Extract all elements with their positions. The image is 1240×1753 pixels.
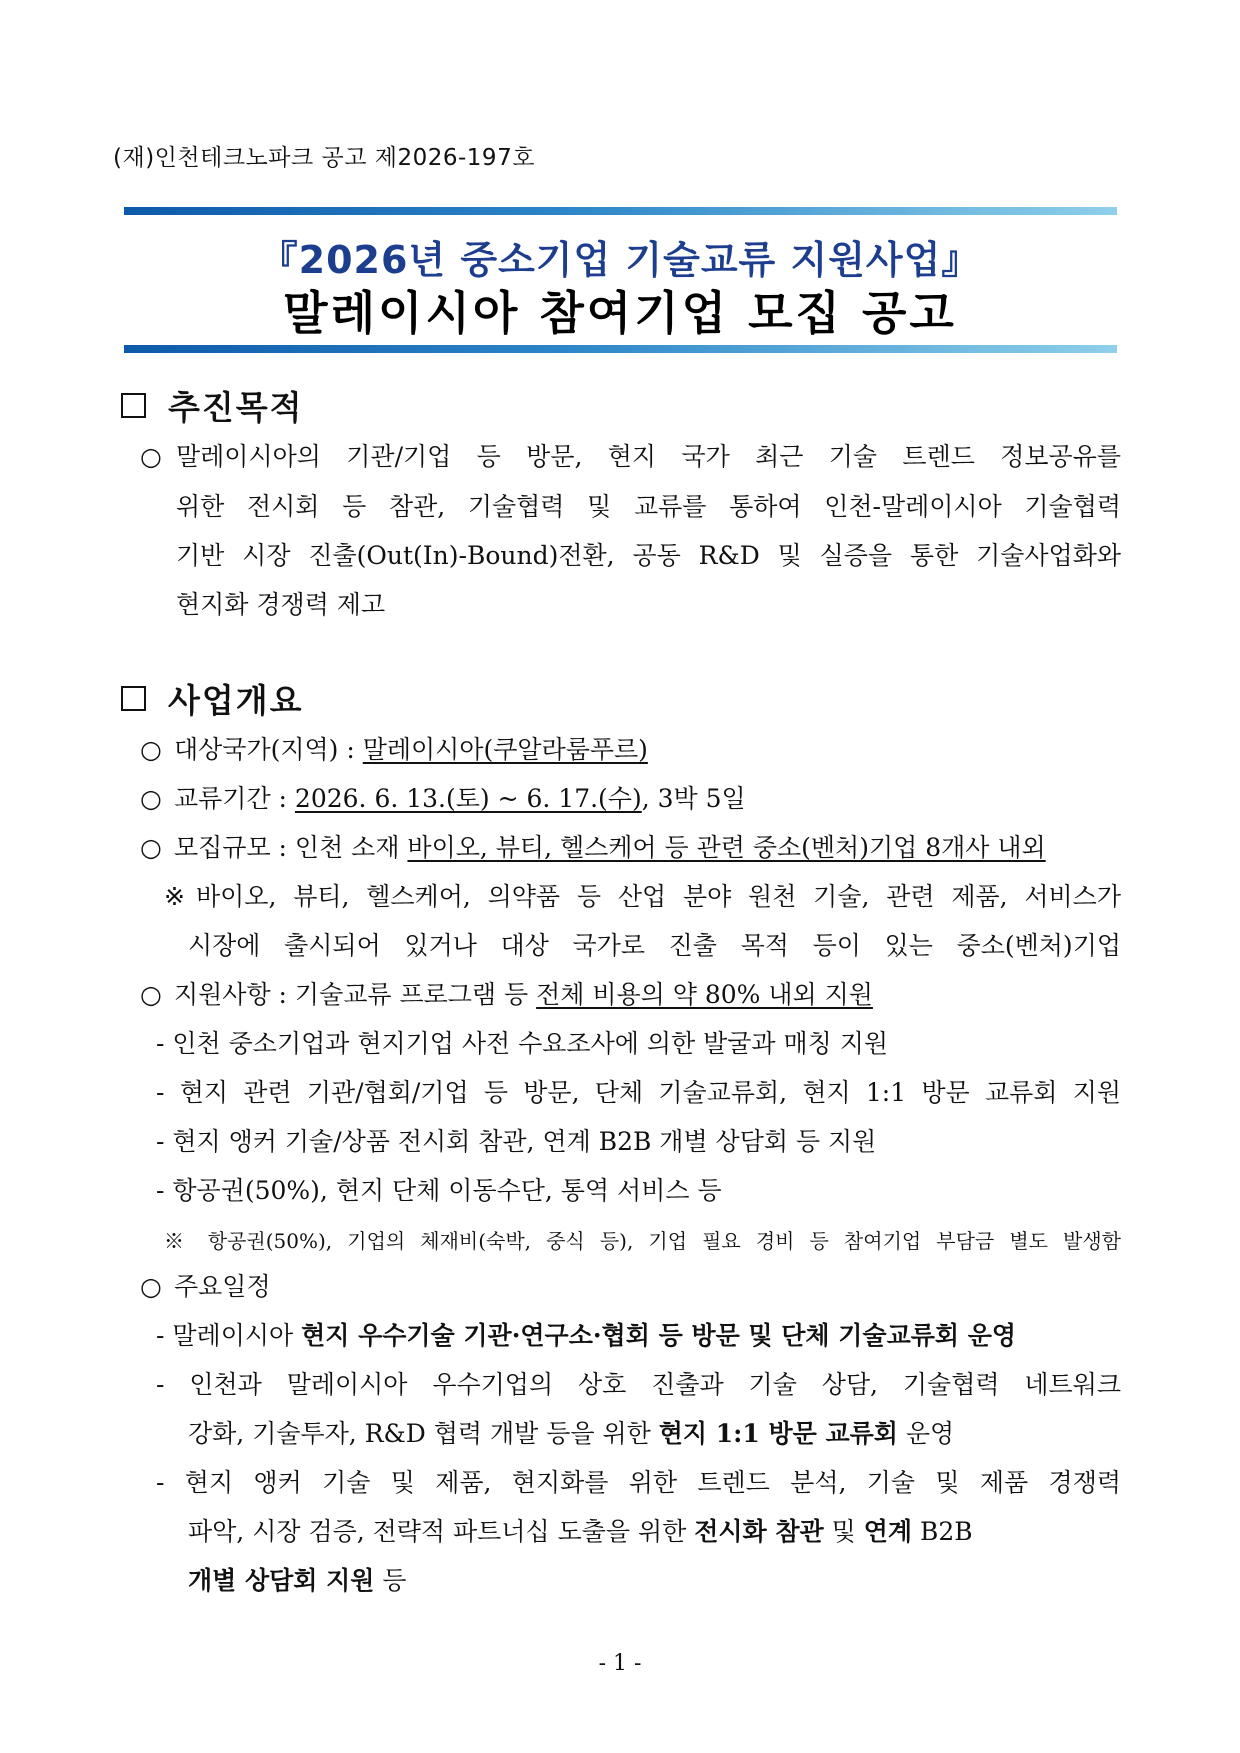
- purpose-line-2: 위한 전시회 등 참관, 기술협력 및 교류를 통하여 인천-말레이시아 기술협력: [176, 492, 1121, 521]
- schedule-item-3-line-1: - 현지 앵커 기술 및 제품, 현지화를 위한 트렌드 분석, 기술 및 제품 경쟁력: [156, 1468, 1121, 1497]
- scale-row: [140, 833, 1046, 863]
- checkbox-icon: [121, 686, 146, 711]
- target-country-value: 말레이시아(쿠알라룸푸르): [362, 735, 648, 764]
- scale-value: 바이오, 뷰티, 헬스케어 등 관련 중소(벤처)기업 8개사 내외: [407, 833, 1046, 862]
- purpose-line-1: 말레이시아의 기관/기업 등 방문, 현지 국가 최근 기술 트렌드 정보공유를: [176, 442, 1121, 471]
- bullet: ○: [140, 833, 162, 862]
- period-value: 2026. 6. 13.(토) ~ 6. 17.(수): [294, 784, 642, 813]
- support-value: 전체 비용의 약 80% 내외 지원: [536, 980, 873, 1009]
- schedule-item-2-bold: 현지 1:1 방문 교류회: [658, 1419, 898, 1448]
- schedule-item-1-bold: 현지 우수기술 기관·연구소·협회 등 방문 및 단체 기술교류회 운영: [301, 1321, 1017, 1350]
- section-heading-purpose: [121, 382, 304, 429]
- schedule-item-3-pre: 파악, 시장 검증, 전략적 파트너십 도출을 위한: [188, 1517, 695, 1546]
- support-item-3: - 현지 앵커 기술/상품 전시회 참관, 연계 B2B 개별 상담회 등 지원: [156, 1127, 877, 1156]
- support-row: [140, 980, 873, 1010]
- purpose-bullet: ○: [140, 442, 162, 471]
- schedule-item-3-line-3-bold: 개별 상담회 지원: [188, 1566, 375, 1595]
- scale-note-mark: ※: [164, 882, 185, 911]
- title-line-1: 『2026년 중소기업 기술교류 지원사업』: [259, 238, 981, 282]
- title-line-2: 말레이시아 참여기업 모집 공고: [283, 286, 957, 340]
- purpose-line-4: 현지화 경쟁력 제고: [176, 590, 386, 619]
- schedule-item-2-line-2: [188, 1419, 954, 1449]
- schedule-item-3-bold-1: 전시화 참관: [694, 1517, 824, 1546]
- scale-note-line-1: 바이오, 뷰티, 헬스케어, 의약품 등 산업 분야 원천 기술, 관련 제품, 서비스가: [196, 882, 1121, 911]
- schedule-label: 주요일정: [174, 1272, 271, 1301]
- target-country-row: [140, 735, 648, 765]
- schedule-item-3-post: B2B: [912, 1517, 973, 1546]
- section-heading-text: 추진목적: [168, 388, 304, 427]
- schedule-item-2-post: 운영: [897, 1419, 955, 1448]
- support-note: ※ 항공권(50%), 기업의 체재비(숙박, 중식 등), 기업 필요 경비 등 참여기업 부담금 별도 발생함: [164, 1229, 1121, 1253]
- bullet: ○: [140, 1272, 162, 1301]
- period-label: 교류기간 :: [174, 784, 295, 813]
- bullet: ○: [140, 735, 162, 764]
- schedule-item-3-line-3-post: 등: [374, 1566, 407, 1595]
- schedule-item-2-pre: 강화, 기술투자, R&D 협력 개발 등을 위한: [188, 1419, 659, 1448]
- notice-number: (재)인천테크노파크 공고 제2026-197호: [113, 145, 535, 171]
- schedule-item-3-line-2: [188, 1517, 973, 1547]
- period-row: [140, 784, 746, 814]
- schedule-item-2-line-1: - 인천과 말레이시아 우수기업의 상호 진출과 기술 상담, 기술협력 네트워크: [156, 1370, 1121, 1399]
- scale-note-line-2: 시장에 출시되어 있거나 대상 국가로 진출 목적 등이 있는 중소(벤처)기업: [188, 931, 1121, 960]
- schedule-item-3-mid: 및: [823, 1517, 864, 1546]
- period-suffix: , 3박 5일: [641, 784, 746, 813]
- support-label: 지원사항 : 기술교류 프로그램 등: [174, 980, 537, 1009]
- support-item-1: - 인천 중소기업과 현지기업 사전 수요조사에 의한 발굴과 매칭 지원: [156, 1029, 889, 1058]
- target-country-label: 대상국가(지역) :: [174, 735, 363, 764]
- support-item-4: - 항공권(50%), 현지 단체 이동수단, 통역 서비스 등: [156, 1176, 722, 1205]
- schedule-row: [140, 1272, 271, 1302]
- title-rule-bottom: [124, 345, 1117, 353]
- support-item-2: - 현지 관련 기관/협회/기업 등 방문, 단체 기술교류회, 현지 1:1 방문 교류회 지원: [156, 1078, 1121, 1107]
- bullet: ○: [140, 784, 162, 813]
- schedule-item-1: [156, 1321, 1016, 1351]
- schedule-item-3-line-3: [188, 1566, 407, 1596]
- scale-label: 모집규모 : 인천 소재: [174, 833, 408, 862]
- schedule-item-3-bold-2: 연계: [863, 1517, 913, 1546]
- purpose-line-3: 기반 시장 진출(Out(In)-Bound)전환, 공동 R&D 및 실증을 통한 기술사업화와: [176, 541, 1121, 570]
- schedule-item-1-pre: - 말레이시아: [156, 1321, 302, 1350]
- checkbox-icon: [121, 393, 146, 418]
- page-number: - 1 -: [598, 1651, 642, 1676]
- bullet: ○: [140, 980, 162, 1009]
- section-heading-text: 사업개요: [168, 681, 304, 720]
- section-heading-overview: [121, 675, 304, 722]
- title-rule-top: [124, 207, 1117, 215]
